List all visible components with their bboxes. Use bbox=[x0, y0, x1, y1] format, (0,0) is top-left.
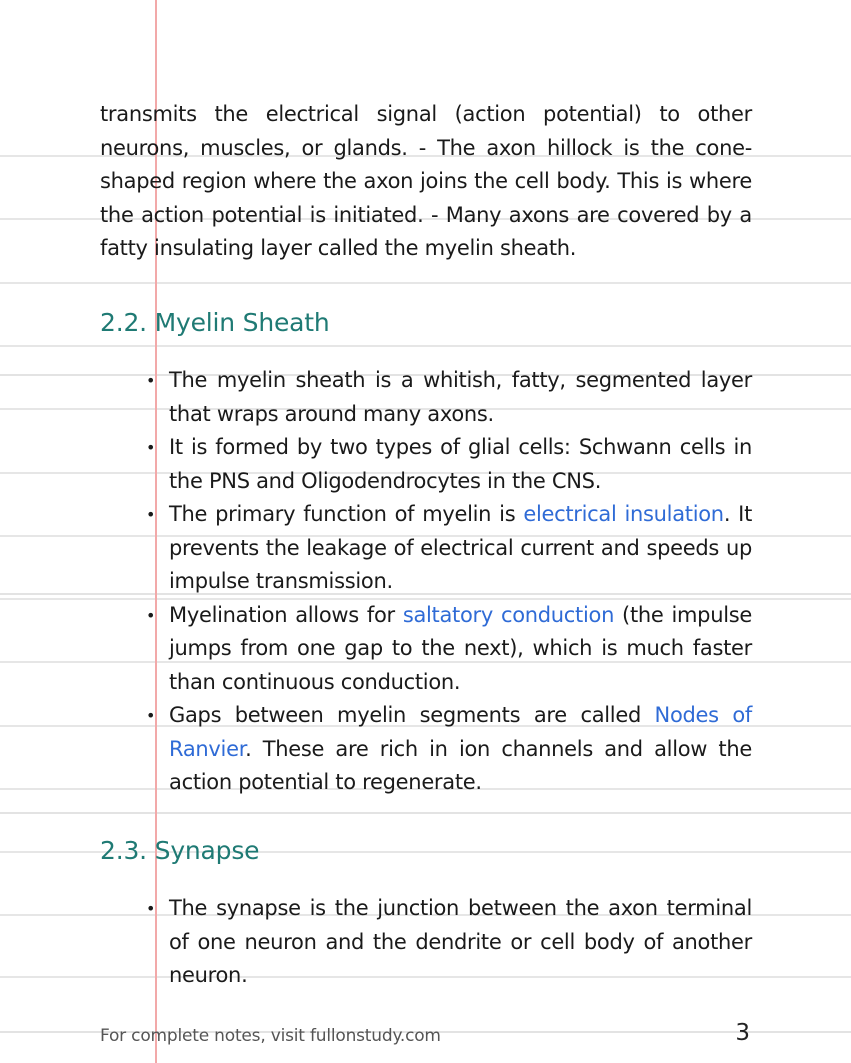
bullet-icon: • bbox=[146, 706, 156, 725]
section-heading-myelin-sheath: 2.2. Myelin Sheath bbox=[100, 308, 330, 337]
list-item-text: Gaps between myelin segments are called bbox=[169, 703, 655, 727]
list-item-text: The myelin sheath is a whitish, fatty, segmented layer that wraps around many axons. bbox=[169, 368, 752, 426]
myelin-bullet-list bbox=[148, 364, 752, 800]
section-heading-synapse: 2.3. Synapse bbox=[100, 836, 260, 865]
list-item-text: It is formed by two types of glial cells: Schwann cells in the PNS and Oligodendrocytes in the CNS. bbox=[169, 435, 752, 493]
ruled-line bbox=[0, 282, 851, 284]
highlight-term: saltatory conduction bbox=[402, 602, 615, 627]
footer-link-text: For complete notes, visit fullonstudy.com bbox=[100, 1026, 441, 1046]
list-item bbox=[148, 431, 752, 498]
list-item bbox=[148, 364, 752, 431]
list-item-text: . These are rich in ion channels and allow the action potential to regenerate. bbox=[169, 736, 752, 794]
highlight-term: electrical insulation bbox=[523, 502, 724, 526]
bullet-icon: • bbox=[146, 505, 156, 524]
list-item-text: The primary function of myelin is bbox=[169, 502, 524, 526]
list-item bbox=[148, 498, 752, 599]
bullet-icon: • bbox=[146, 371, 156, 390]
list-item bbox=[148, 892, 752, 993]
list-item-text: (the impulse jumps from one gap to the next), which is much faster than continuous conduction. bbox=[169, 602, 753, 694]
list-item bbox=[148, 699, 752, 800]
highlight-term: Nodes of Ranvier bbox=[169, 703, 753, 761]
page-content bbox=[100, 98, 753, 987]
synapse-bullet-list bbox=[148, 892, 752, 993]
list-item-text: . It prevents the leakage of electrical current and speeds up impulse transmission. bbox=[169, 502, 752, 593]
bullet-icon: • bbox=[146, 899, 156, 918]
list-item-text: Myelination allows for bbox=[169, 602, 403, 627]
bullet-icon: • bbox=[146, 438, 156, 457]
page-number: 3 bbox=[735, 1020, 750, 1046]
intro-paragraph: transmits the electrical signal (action potential) to other neurons, muscles, or glands. - The axon hillock is the cone-shaped region where the axon joins the cell body. This is where the action potential is initiated. - Many axons are covered by a fatty insulating layer called the myelin sheath. bbox=[100, 102, 752, 260]
ruled-line bbox=[0, 345, 851, 347]
list-item bbox=[148, 599, 752, 700]
bullet-icon: • bbox=[146, 605, 156, 625]
list-item-text: The synapse is the junction between the axon terminal of one neuron and the dendrite or cell body of another neuron. bbox=[169, 896, 752, 987]
